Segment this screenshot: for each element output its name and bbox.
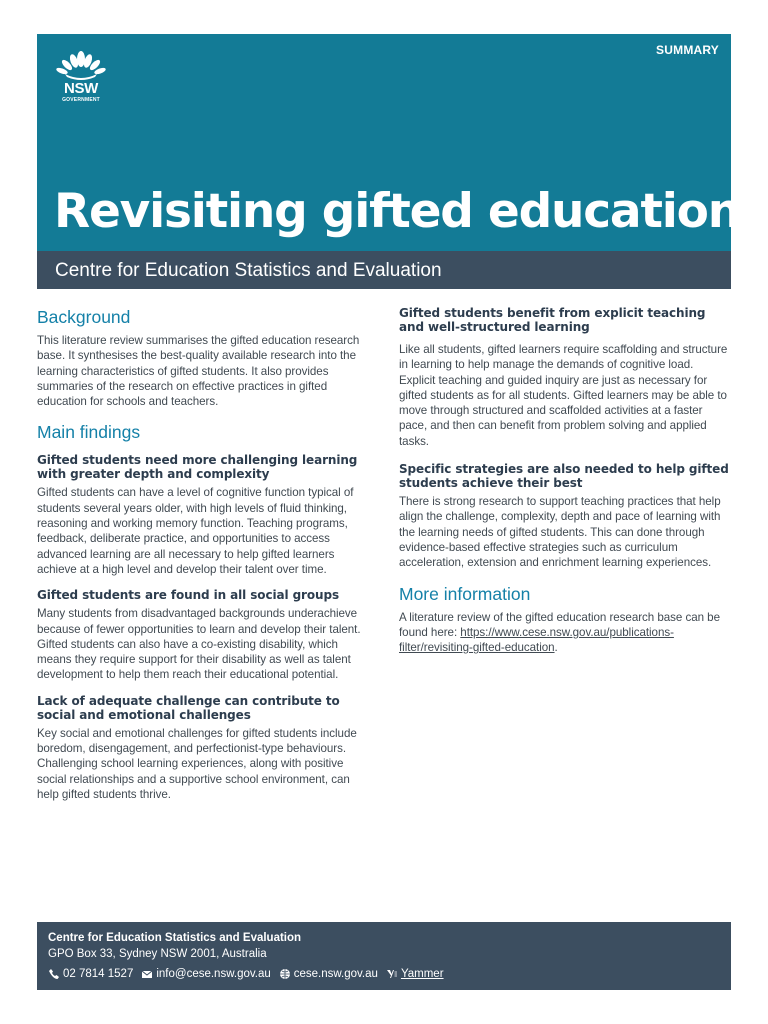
finding-text: Like all students, gifted learners require scaffolding and structure in learning to help manage the demands of cognitive load. Explicit teaching and guided inquiry are just as necessary for gifted students as for all students. Gifted learners may be able to move through structured and scaffolded activities at a faster pace, and then can benefit from problem solving and applied tasks.: [399, 343, 728, 448]
footer-contacts: [48, 968, 452, 980]
footer-yammer-text: Yammer: [400, 968, 444, 980]
more-information-text: [399, 610, 729, 656]
finding-heading: Gifted students need more challenging learning with greater depth and complexity: [37, 453, 358, 482]
header-banner: [37, 34, 740, 251]
finding-text: Many students from disadvantaged backgrounds underachieve because of fewer opportunities to learn and develop their talent. Gifted students can also have a co-existing disability, which means they require support for their disability as well as talent development to help them reach their educational potential.: [37, 607, 361, 682]
more-information-end: .: [554, 641, 558, 655]
email-icon: [141, 968, 153, 980]
page-subtitle: Centre for Education Statistics and Evaluation: [55, 260, 442, 281]
left-column: [37, 306, 367, 802]
finding-heading: Gifted students are found in all social groups: [37, 588, 339, 603]
phone-icon: [48, 968, 60, 980]
footer-email[interactable]: [141, 968, 270, 980]
footer-title: Centre for Education Statistics and Evaluation: [48, 932, 302, 944]
footer-phone-text: 02 7814 1527: [63, 968, 134, 980]
finding-text: Gifted students can have a level of cognitive function typical of students several years older, with high levels of fluid thinking, reasoning and working memory function. Teaching programs, feedback, deliberate practice, and opportunities to access advanced learning are all necessary to help gifted learners achieve at a high level and develop their talent over time.: [37, 486, 354, 576]
background-text: This literature review summarises the gifted education research base. It synthesises the best-quality available research into the learning characteristics of gifted students. It also provides summaries of the research on effective practices in gifted education for schools and teachers.: [37, 334, 360, 409]
finding-heading: Specific strategies are also needed to help gifted students achieve their best: [399, 462, 729, 491]
more-information-heading: More information: [399, 583, 531, 604]
finding-text: There is strong research to support teaching practices that help align the challenge, complexity, depth and pace of learning with the learning needs of gifted students. This can done through evidence-based effective strategies such as curriculum acceleration, extension and enrichment learning experiences.: [399, 495, 721, 570]
main-findings-heading: Main findings: [37, 422, 141, 443]
footer: [37, 922, 731, 990]
footer-yammer[interactable]: [386, 968, 444, 980]
footer-email-text: info@cese.nsw.gov.au: [156, 968, 271, 980]
finding-text: Key social and emotional challenges for gifted students include boredom, disengagement, and perfectionist-type behaviours. Challenging school learning experiences, along with positive social relationships and a supportive school environment, can help gifted students thrive.: [37, 726, 357, 801]
nsw-government-logo: [55, 50, 107, 120]
report-link[interactable]: https://www.cese.nsw.gov.au/publications-filter/revisiting-gifted-education: [399, 625, 674, 655]
finding-heading: Gifted students benefit from explicit teaching and well-structured learning: [399, 306, 706, 334]
footer-phone[interactable]: [48, 968, 133, 980]
page-title: Revisiting gifted education: [54, 184, 740, 239]
footer-web-text: cese.nsw.gov.au: [293, 968, 378, 980]
subtitle-bar: [37, 251, 731, 289]
right-column: [399, 306, 729, 655]
yammer-icon: [386, 968, 398, 980]
logo-word: NSW: [63, 80, 99, 97]
logo-subtext: GOVERNMENT: [62, 97, 100, 103]
background-heading: Background: [37, 307, 131, 327]
globe-icon: [279, 968, 291, 980]
more-information-intro: A literature review of the gifted education research base can be found here:: [399, 610, 720, 639]
footer-address: GPO Box 33, Sydney NSW 2001, Australia: [48, 948, 267, 960]
finding-heading: Lack of adequate challenge can contribute to social and emotional challenges: [37, 693, 340, 722]
footer-web[interactable]: [279, 968, 378, 980]
waratah-icon: [55, 50, 107, 80]
summary-tag: SUMMARY: [656, 43, 719, 57]
